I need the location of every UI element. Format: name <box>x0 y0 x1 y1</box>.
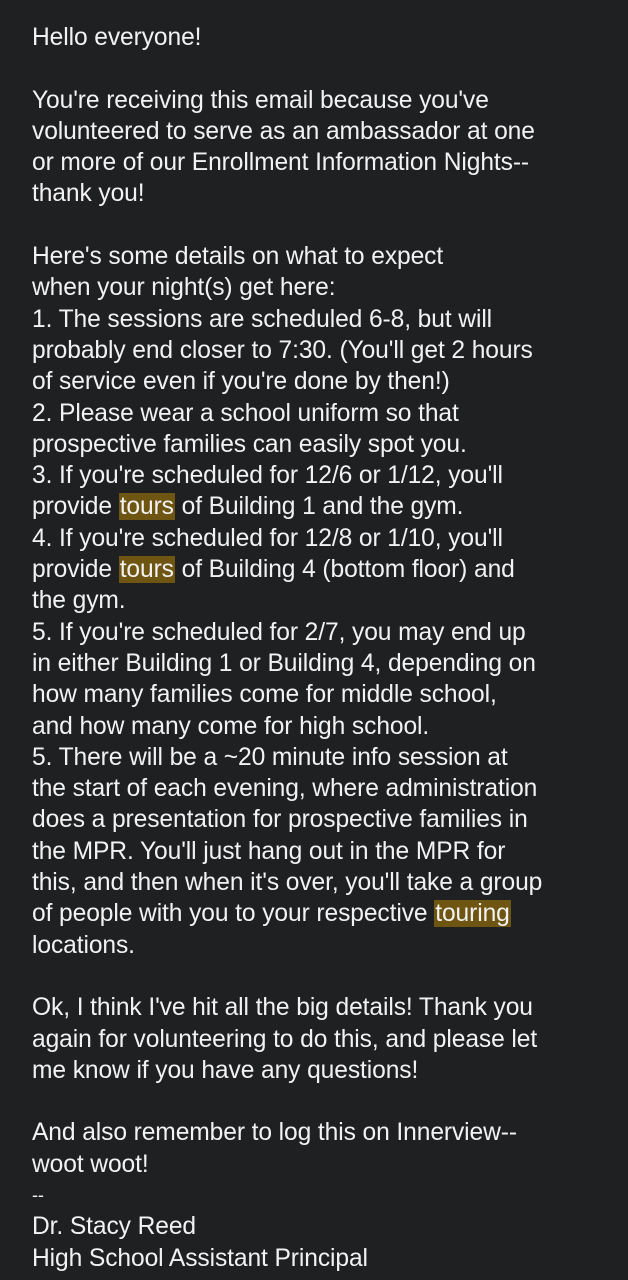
details-intro-line: when your night(s) get here: <box>32 274 336 302</box>
signature-title: High School Assistant Principal <box>32 1244 368 1272</box>
list-item-5b-line: the start of each evening, where administration <box>32 775 538 803</box>
list-item-3-line <box>32 491 622 522</box>
intro-line: You're receiving this email because you've <box>32 86 489 114</box>
closing-line: again for volunteering to do this, and please let <box>32 1025 538 1053</box>
search-highlight: tours <box>119 556 174 584</box>
list-item-4-line <box>32 554 622 585</box>
reminder-line: And also remember to log this on Innerview-- <box>32 1119 517 1147</box>
list-item-1-line: 1. The sessions are scheduled 6-8, but will <box>32 305 493 333</box>
text-segment: of Building 1 and the gym. <box>174 493 464 521</box>
list-item-3-line: 3. If you're scheduled for 12/6 or 1/12, you'll <box>32 462 503 490</box>
list-item-4-line: the gym. <box>32 587 126 615</box>
intro-line: thank you! <box>32 180 145 208</box>
list-item-5b-line: 5. There will be a ~20 minute info session at <box>32 743 508 771</box>
intro-line: or more of our Enrollment Information Nights-- <box>32 149 530 177</box>
spacer <box>32 210 622 241</box>
list-item-5-line: and how many come for high school. <box>32 712 430 740</box>
list-item-2-line: 2. Please wear a school uniform so that <box>32 399 459 427</box>
closing-line: me know if you have any questions! <box>32 1056 419 1084</box>
spacer <box>32 53 622 84</box>
list-item-5b-line <box>32 898 622 929</box>
text-segment: provide <box>32 493 119 521</box>
text-segment: of Building 4 (bottom floor) and <box>174 556 515 584</box>
text-segment: provide <box>32 556 119 584</box>
list-item-5b-line: locations. <box>32 931 135 959</box>
list-item-5-line: 5. If you're scheduled for 2/7, you may end up <box>32 618 526 646</box>
text-segment: of people with you to your respective <box>32 900 435 928</box>
list-item-2-line: prospective families can easily spot you. <box>32 430 467 458</box>
list-item-5-line: in either Building 1 or Building 4, depending on <box>32 649 536 677</box>
list-item-4-line: 4. If you're scheduled for 12/8 or 1/10, you'll <box>32 524 503 552</box>
signature-separator: -- <box>32 1184 44 1205</box>
greeting: Hello everyone! <box>32 24 202 51</box>
spacer <box>32 1086 622 1117</box>
list-item-5b-line: the MPR. You'll just hang out in the MPR for <box>32 837 506 865</box>
closing-line: Ok, I think I've hit all the big details! Thank you <box>32 994 533 1022</box>
list-item-1-line: of service even if you're done by then!) <box>32 368 450 396</box>
list-item-1-line: probably end closer to 7:30. (You'll get 2 hours <box>32 336 533 364</box>
spacer <box>32 961 622 992</box>
signature-name: Dr. Stacy Reed <box>32 1213 196 1241</box>
reminder-line: woot woot! <box>32 1150 149 1178</box>
search-highlight: touring <box>435 900 510 928</box>
intro-line: volunteered to serve as an ambassador at one <box>32 117 535 145</box>
email-body <box>32 22 622 1274</box>
list-item-5-line: how many families come for middle school, <box>32 681 497 709</box>
details-intro-line: Here's some details on what to expect <box>32 243 444 271</box>
search-highlight: tours <box>119 493 174 521</box>
list-item-5b-line: this, and then when it's over, you'll take a group <box>32 869 543 897</box>
list-item-5b-line: does a presentation for prospective families in <box>32 806 528 834</box>
